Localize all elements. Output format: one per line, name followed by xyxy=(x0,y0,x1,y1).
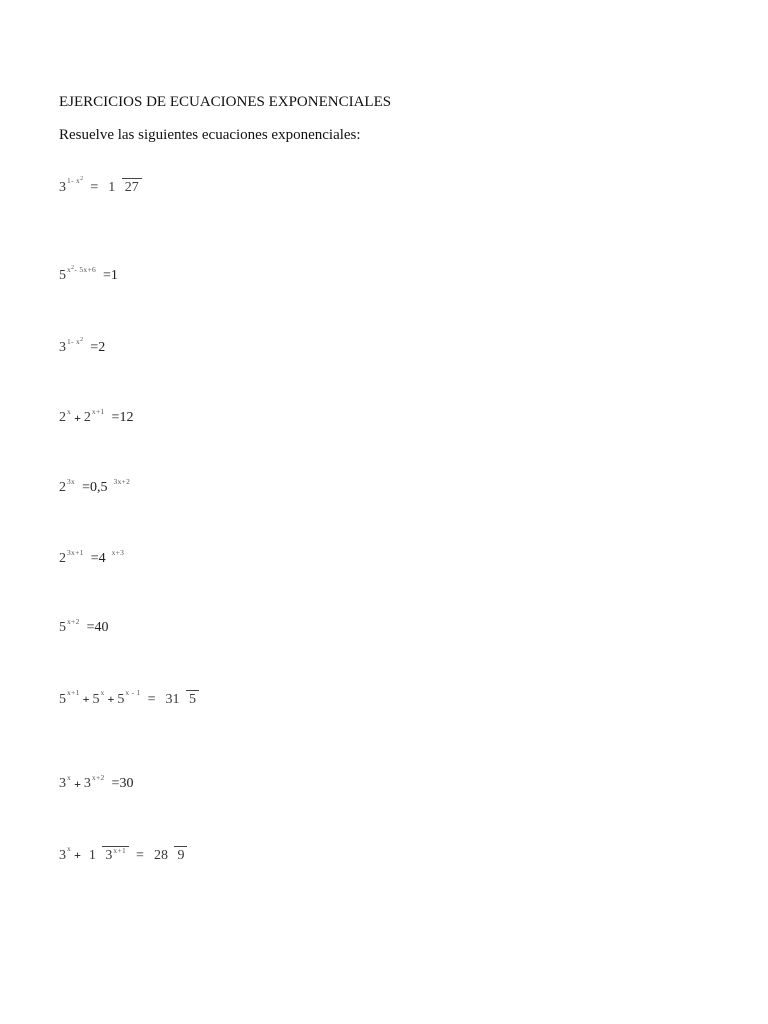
base: 5 xyxy=(59,691,66,707)
equation-6 xyxy=(59,547,125,567)
right-hand-side: =2 xyxy=(90,340,106,355)
equation-8 xyxy=(59,690,199,709)
plus-sign: + xyxy=(74,410,81,425)
exponent: 3x+2 xyxy=(113,476,131,486)
base: 2 xyxy=(59,551,66,566)
exponent: 3x+1 xyxy=(67,547,84,557)
numerator: 31 xyxy=(165,692,180,707)
base: 3 xyxy=(59,340,66,355)
base: 2 xyxy=(59,410,66,425)
plus-sign: + xyxy=(74,776,81,791)
instructions: Resuelve las siguientes ecuaciones exponenciales: xyxy=(59,127,361,143)
denominator: 9 xyxy=(174,846,187,864)
plus-sign: + xyxy=(107,692,115,706)
numerator: 1 xyxy=(88,848,96,863)
page-title: EJERCICIOS DE ECUACIONES EXPONENCIALES xyxy=(59,94,392,110)
base: 5 xyxy=(117,691,125,707)
equals-sign: = xyxy=(136,847,144,863)
exponent: x2- 5x+6 xyxy=(67,264,97,274)
base: 5 xyxy=(92,691,100,707)
equals-sign: = xyxy=(90,179,99,195)
right-hand-side: =1 xyxy=(103,268,118,283)
denominator: 5 xyxy=(186,690,199,708)
equation-9 xyxy=(59,772,138,792)
exponent: x+2 xyxy=(67,616,80,626)
right-hand-side: =4 xyxy=(90,551,106,566)
exponent: x+2 xyxy=(91,772,105,782)
exponent: 3x xyxy=(67,476,76,486)
exponent: x xyxy=(67,772,72,782)
exponent: 1- x2 xyxy=(67,176,84,185)
fraction xyxy=(105,178,142,197)
base: 3 xyxy=(59,776,66,791)
right-hand-side: =30 xyxy=(111,776,134,791)
base: 2 xyxy=(59,480,66,495)
fraction xyxy=(86,846,129,865)
exponent: x xyxy=(100,688,105,697)
base: 3 xyxy=(83,776,91,791)
denominator: 27 xyxy=(122,178,142,196)
numerator: 28 xyxy=(153,848,168,863)
exponent: 1- x2 xyxy=(67,336,84,346)
fraction xyxy=(163,690,200,709)
base: 5 xyxy=(59,268,66,283)
right-hand-side: =40 xyxy=(86,620,109,635)
equation-10 xyxy=(59,846,187,865)
equation-3 xyxy=(59,336,110,356)
denominator: 3x+1 xyxy=(102,846,129,864)
equals-sign: = xyxy=(147,691,156,707)
numerator: 1 xyxy=(108,180,116,195)
equation-2 xyxy=(59,264,123,284)
base: 3 xyxy=(59,179,66,195)
equation-7 xyxy=(59,616,114,636)
base: 5 xyxy=(59,620,66,635)
base: 3 xyxy=(59,847,66,863)
exponent: x+3 xyxy=(111,547,125,557)
exponent: x xyxy=(67,844,72,853)
equation-5 xyxy=(59,476,131,496)
plus-sign: + xyxy=(82,692,90,706)
fraction xyxy=(151,846,188,865)
equation-4 xyxy=(59,406,138,426)
base: 2 xyxy=(83,410,91,425)
exponent: x - 1 xyxy=(125,688,141,697)
equation-1 xyxy=(59,178,142,197)
exponent: x+1 xyxy=(67,688,80,697)
right-hand-side: =0,5 xyxy=(82,480,108,495)
exponent: x+1 xyxy=(91,406,105,416)
plus-sign: + xyxy=(74,848,81,862)
right-hand-side: =12 xyxy=(111,410,134,425)
exponent: x xyxy=(67,406,72,416)
